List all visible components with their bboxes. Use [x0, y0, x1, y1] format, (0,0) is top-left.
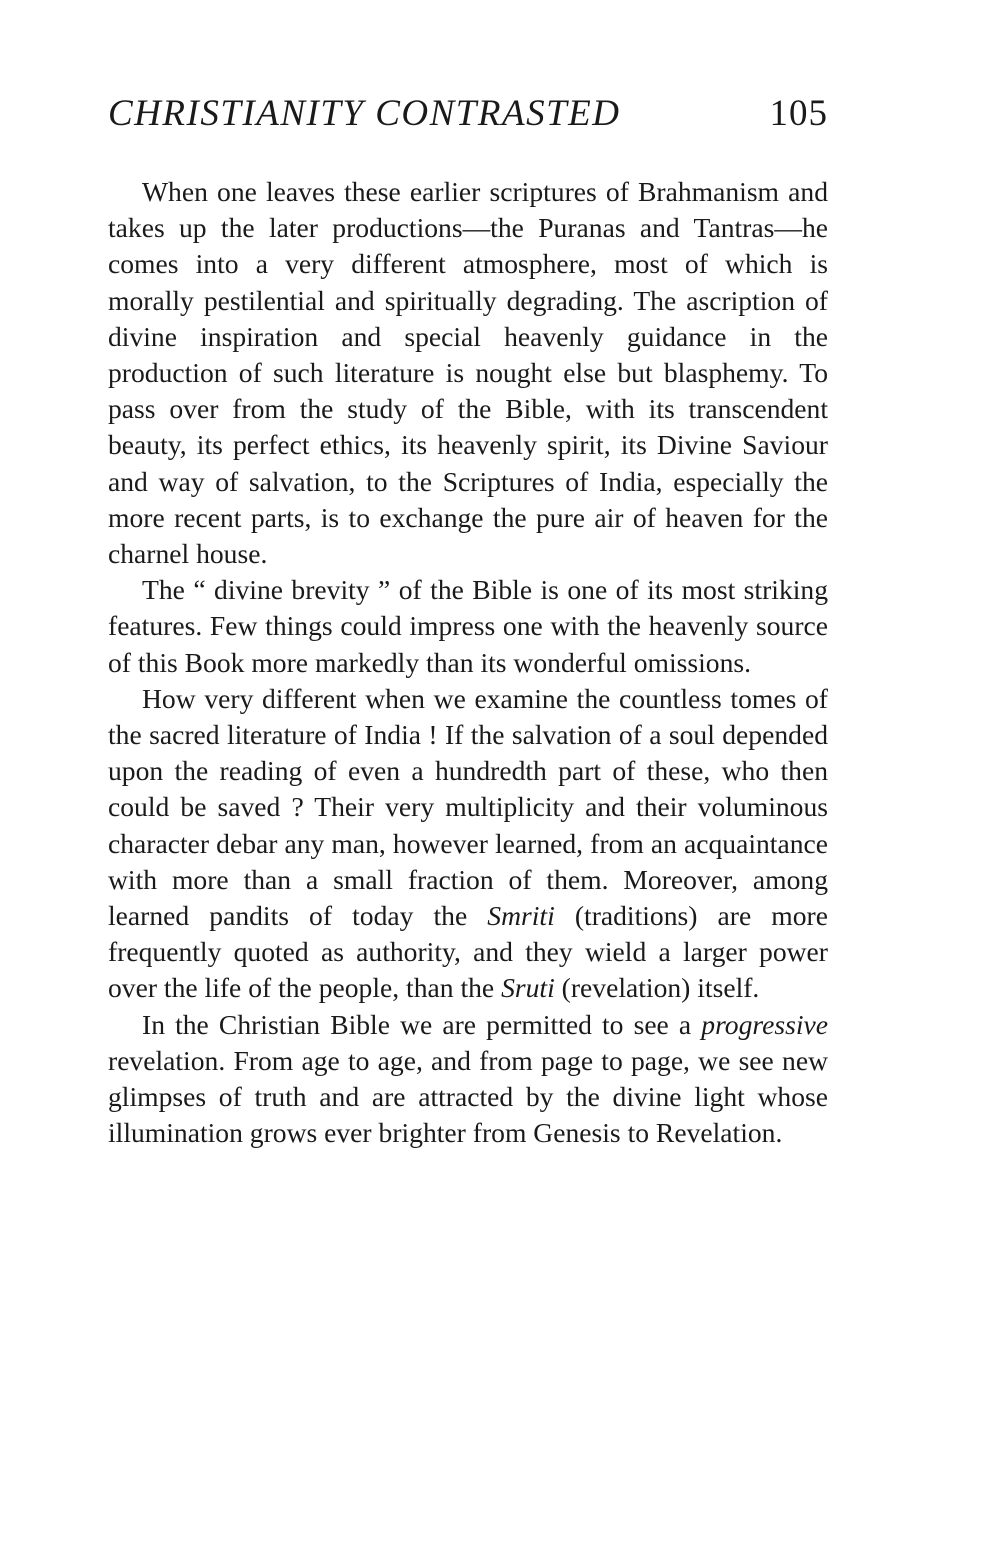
- paragraph-text: (traditions) are more frequently quoted as authority, and they wield a larger power over the life of the people, than the: [108, 900, 828, 1004]
- italic-term-smriti: Smriti: [487, 900, 555, 932]
- italic-term-progressive: progressive: [701, 1008, 828, 1040]
- paragraph: [108, 681, 828, 1007]
- page-number: 105: [769, 93, 828, 134]
- paragraph-text: How very different when we examine the countless tomes of the sacred literature of India ! If the salvation of a soul depended upon the reading of even a hundredth part of these, who then could be saved ? Their very multiplicity and their voluminous character debar any man, however learned, from an acquaintance with more than a small fraction of them. Moreover, among learned pandits of today the: [108, 682, 828, 932]
- paragraph: [108, 572, 828, 681]
- paragraph-text: When one leaves these earlier scriptures of Brahmanism and takes up the later productions—the Puranas and Tantras—he comes into a very different atmosphere, most of which is morally pestilential and spiritually degrading. The ascription of divine inspiration and special heavenly guidance in the production of such literature is nought else but blasphemy. To pass over from the study of the Bible, with its transcendent beauty, its perfect ethics, its heavenly spirit, its Divine Saviour and way of salvation, to the Scriptures of India, especially the more recent parts, is to exchange the pure air of heaven for the charnel house.: [108, 176, 828, 570]
- paragraph: [108, 174, 828, 572]
- book-page: [108, 92, 828, 1151]
- body-text: [108, 174, 828, 1151]
- running-head: [108, 92, 828, 154]
- paragraph-text: The “ divine brevity ” of the Bible is one of its most striking features. Few things could impress one with the heavenly source of this Book more markedly than its wonderful omissions.: [108, 574, 828, 678]
- paragraph-text: In the Christian Bible we are permitted to see a: [142, 1008, 702, 1040]
- paragraph-text: (revelation) itself.: [554, 972, 760, 1004]
- paragraph-text: revelation. From age to age, and from page to page, we see new glimpses of truth and are attracted by the divine light whose illumination grows ever brighter from Genesis to Revelation.: [108, 1044, 828, 1149]
- running-title: CHRISTIANITY CONTRASTED: [108, 93, 621, 134]
- paragraph: [108, 1007, 828, 1152]
- italic-term-sruti: Sruti: [501, 972, 555, 1004]
